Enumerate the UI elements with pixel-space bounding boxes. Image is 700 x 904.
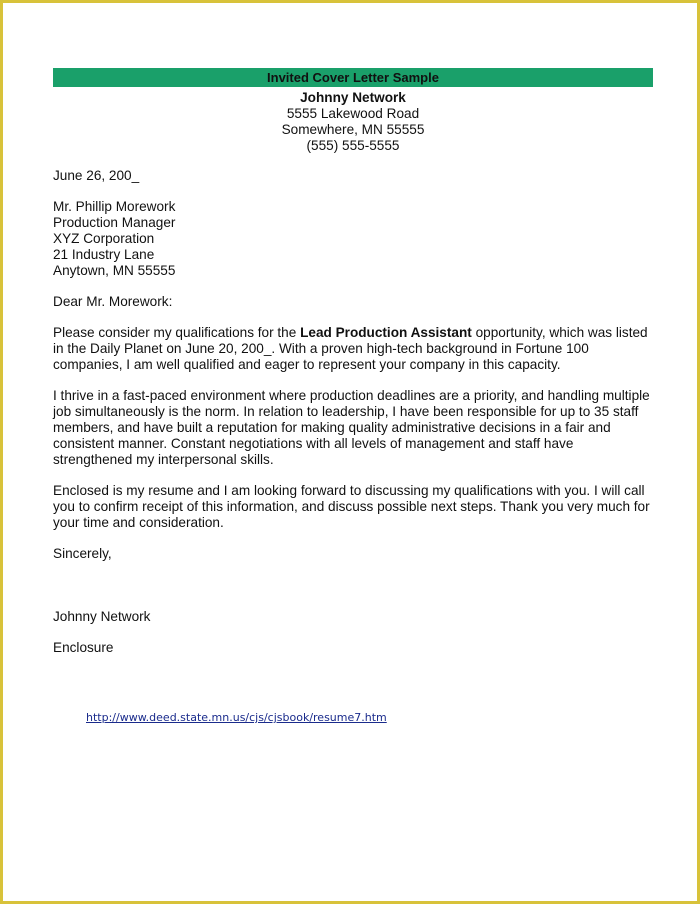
sender-phone: (555) 555-5555 — [306, 138, 400, 153]
enclosure-note: Enclosure — [53, 640, 114, 655]
position-title: Lead Production Assistant — [300, 325, 472, 340]
title-banner — [53, 68, 653, 87]
recipient-city: Anytown, MN 55555 — [53, 263, 176, 278]
recipient-address — [53, 199, 653, 279]
paragraph-2: I thrive in a fast-paced environment where production deadlines are a priority, and handling multiple job simultaneously is the norm. In relation to leadership, I have been responsible for up to 35 staff members, and have built a reputation for making quality administrative decisions in a fair and consistent manner. Constant negotiations with all levels of management and staff have strengthened my interpersonal skills. — [53, 388, 650, 467]
sender-city: Somewhere, MN 55555 — [281, 122, 425, 137]
sender-header — [53, 90, 653, 154]
recipient-street: 21 Industry Lane — [53, 247, 155, 262]
paragraph-3: Enclosed is my resume and I am looking forward to discussing my qualifications with you. I will call you to confirm receipt of this information, and discuss possible next steps. Thank you very much for your time and consideration. — [53, 483, 650, 530]
paragraph-1-rest: opportunity, which was listed in the Daily Planet on June 20, 200_. With a proven high-tech background in Fortune 100 companies, I am well qualified and eager to represent your company in this capacity. — [53, 325, 648, 372]
sender-street: 5555 Lakewood Road — [286, 106, 420, 121]
letter-date: June 26, 200_ — [53, 168, 140, 183]
closing: Sincerely, — [53, 546, 112, 561]
recipient-name: Mr. Phillip Morework — [53, 199, 176, 214]
recipient-title: Production Manager — [53, 215, 176, 230]
source-link-row — [53, 710, 653, 726]
recipient-company: XYZ Corporation — [53, 231, 155, 246]
paragraph-1-intro: Please consider my qualifications for the — [53, 325, 301, 340]
paragraph-1 — [53, 325, 653, 373]
source-link[interactable]: http://www.deed.state.mn.us/cjs/cjsbook/resume7.htm — [86, 711, 387, 724]
signature-name: Johnny Network — [53, 609, 151, 624]
sender-name: Johnny Network — [300, 90, 406, 105]
banner-title: Invited Cover Letter Sample — [267, 70, 439, 85]
salutation: Dear Mr. Morework: — [53, 294, 173, 309]
cover-letter-document — [53, 68, 653, 726]
